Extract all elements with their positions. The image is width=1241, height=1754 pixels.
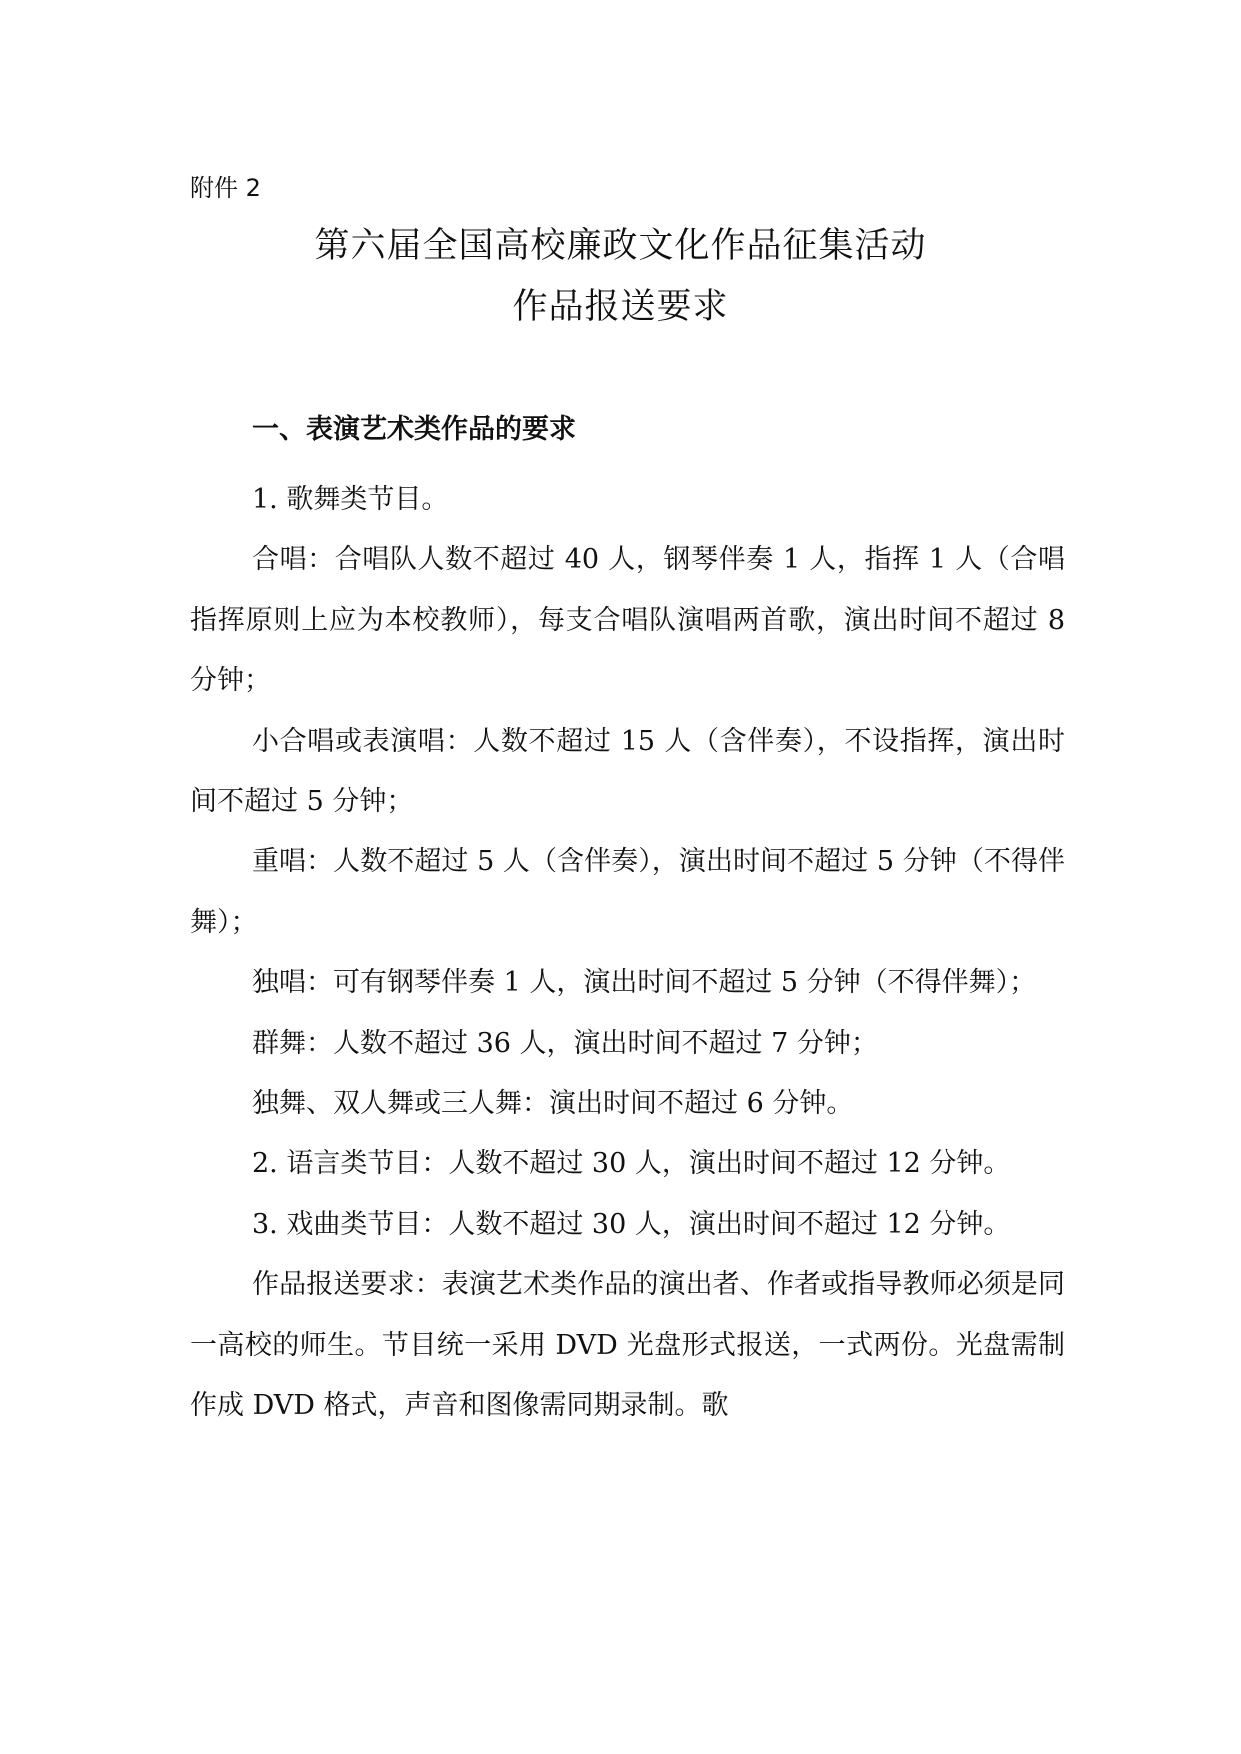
attachment-label: 附件 2 (190, 174, 261, 202)
paragraph-submission: 作品报送要求：表演艺术类作品的演出者、作者或指导教师必须是同一高校的师生。节目统一采用 DVD 光盘形式报送，一式两份。光盘需制作成 DVD 格式，声音和图像需同期录制。歌 (190, 1269, 1065, 1422)
section-heading: 一、表演艺术类作品的要求 (252, 414, 576, 445)
document-title-line2: 作品报送要求 (512, 287, 729, 327)
paragraph-song-dance: 1. 歌舞类节目。 (252, 484, 449, 515)
paragraph-chorus: 合唱：合唱队人数不超过 40 人，钢琴伴奏 1 人，指挥 1 人（合唱指挥原则上应为本校教师），每支合唱队演唱两首歌，演出时间不超过 8 分钟； (190, 544, 1065, 697)
paragraph-small-chorus: 小合唱或表演唱：人数不超过 15 人（含伴奏），不设指挥，演出时间不超过 5 分钟； (190, 725, 1065, 818)
document-body (190, 470, 1065, 1437)
paragraph-opera: 3. 戏曲类节目：人数不超过 30 人，演出时间不超过 12 分钟。 (252, 1208, 1011, 1240)
paragraph-group-dance: 群舞：人数不超过 36 人，演出时间不超过 7 分钟； (252, 1027, 878, 1059)
paragraph-language: 2. 语言类节目：人数不超过 30 人，演出时间不超过 12 分钟。 (252, 1148, 1011, 1180)
paragraph-solo-dance: 独舞、双人舞或三人舞：演出时间不超过 6 分钟。 (252, 1088, 854, 1120)
paragraph-solo: 独唱：可有钢琴伴奏 1 人，演出时间不超过 5 分钟（不得伴舞）； (252, 967, 1037, 999)
document-title-line1: 第六届全国高校廉政文化作品征集活动 (314, 226, 927, 266)
paragraph-ensemble: 重唱：人数不超过 5 人（含伴奏），演出时间不超过 5 分钟（不得伴舞）； (190, 846, 1065, 938)
